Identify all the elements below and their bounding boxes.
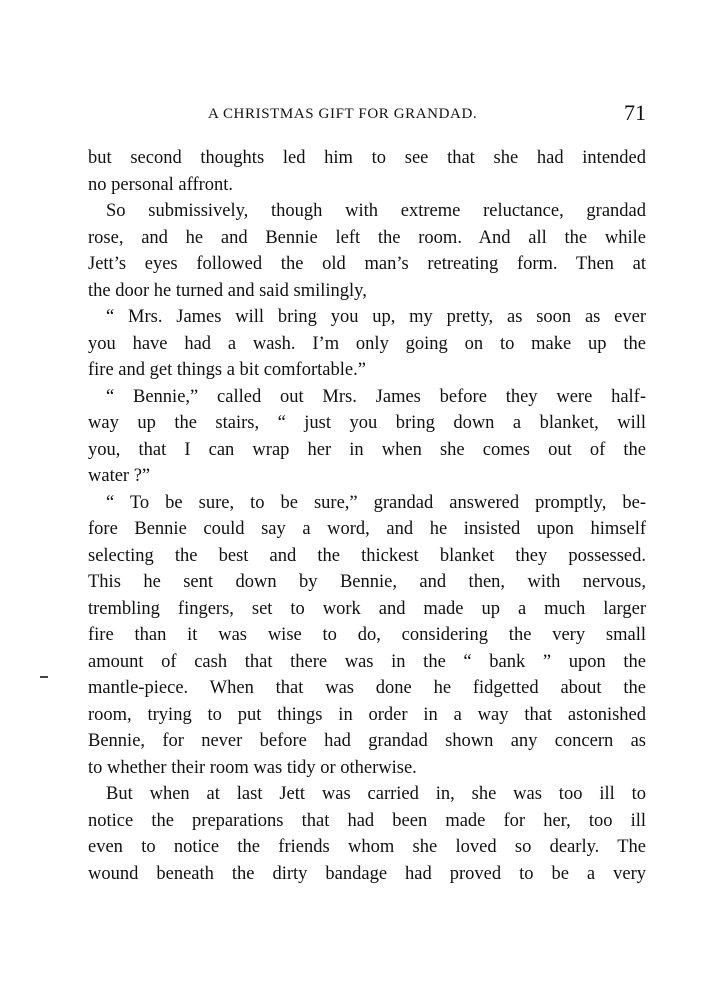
running-head	[88, 100, 646, 130]
text-line: no personal affront.	[88, 174, 234, 195]
text-line: water ?”	[88, 466, 151, 486]
text-line: you have had a wash. I’m only going on to make up the	[88, 333, 646, 354]
text-line: way up the stairs, “ just you bring down a blanket, will	[88, 413, 646, 433]
text-line: fire and get things a bit comfortable.”	[88, 360, 366, 380]
text-line: rose, and he and Bennie left the room. And all the while	[88, 227, 646, 248]
text-line: to whether their room was tidy or otherwise.	[88, 757, 417, 778]
text-line: This he sent down by Bennie, and then, with nervous,	[88, 572, 646, 592]
text-line: fire than it was wise to do, considering the very small	[88, 625, 646, 645]
text-line: trembling fingers, set to work and made up a much larger	[88, 598, 646, 619]
text-line: But when at last Jett was carried in, she was too ill to	[106, 784, 646, 804]
text-line: you, that I can wrap her in when she comes out of the	[88, 439, 646, 460]
text-line: but second thoughts led him to see that she had intended	[88, 148, 646, 168]
text-line: the door he turned and said smilingly,	[88, 280, 367, 301]
text-line: “ To be sure, to be sure,” grandad answered promptly, be-	[106, 492, 646, 513]
text-line: amount of cash that there was in the “ bank ” upon the	[88, 651, 646, 672]
text-line: Bennie, for never before had grandad shown any concern as	[88, 731, 646, 751]
text-line: So submissively, though with extreme reluctance, grandad	[106, 201, 646, 221]
text-line: selecting the best and the thickest blanket they possessed.	[88, 545, 646, 566]
text-line: “ Mrs. James will bring you up, my pretty, as soon as ever	[106, 307, 646, 327]
text-line: room, trying to put things in order in a way that astonished	[88, 704, 646, 725]
page-number: 71	[624, 100, 646, 125]
margin-mark	[40, 676, 48, 678]
text-line: “ Bennie,” called out Mrs. James before they were half-	[106, 386, 646, 407]
text-line: wound beneath the dirty bandage had proved to be a very	[88, 863, 646, 884]
text-line: even to notice the friends whom she loved so dearly. The	[88, 837, 646, 857]
text-line: Jett’s eyes followed the old man’s retreating form. Then at	[88, 254, 646, 274]
text-line: mantle-piece. When that was done he fidgetted about the	[88, 678, 646, 698]
text-line: notice the preparations that had been made for her, too ill	[88, 810, 646, 831]
text-line: fore Bennie could say a word, and he insisted upon himself	[88, 519, 646, 539]
body-text	[88, 145, 646, 887]
running-title: A CHRISTMAS GIFT FOR GRANDAD.	[208, 106, 478, 122]
